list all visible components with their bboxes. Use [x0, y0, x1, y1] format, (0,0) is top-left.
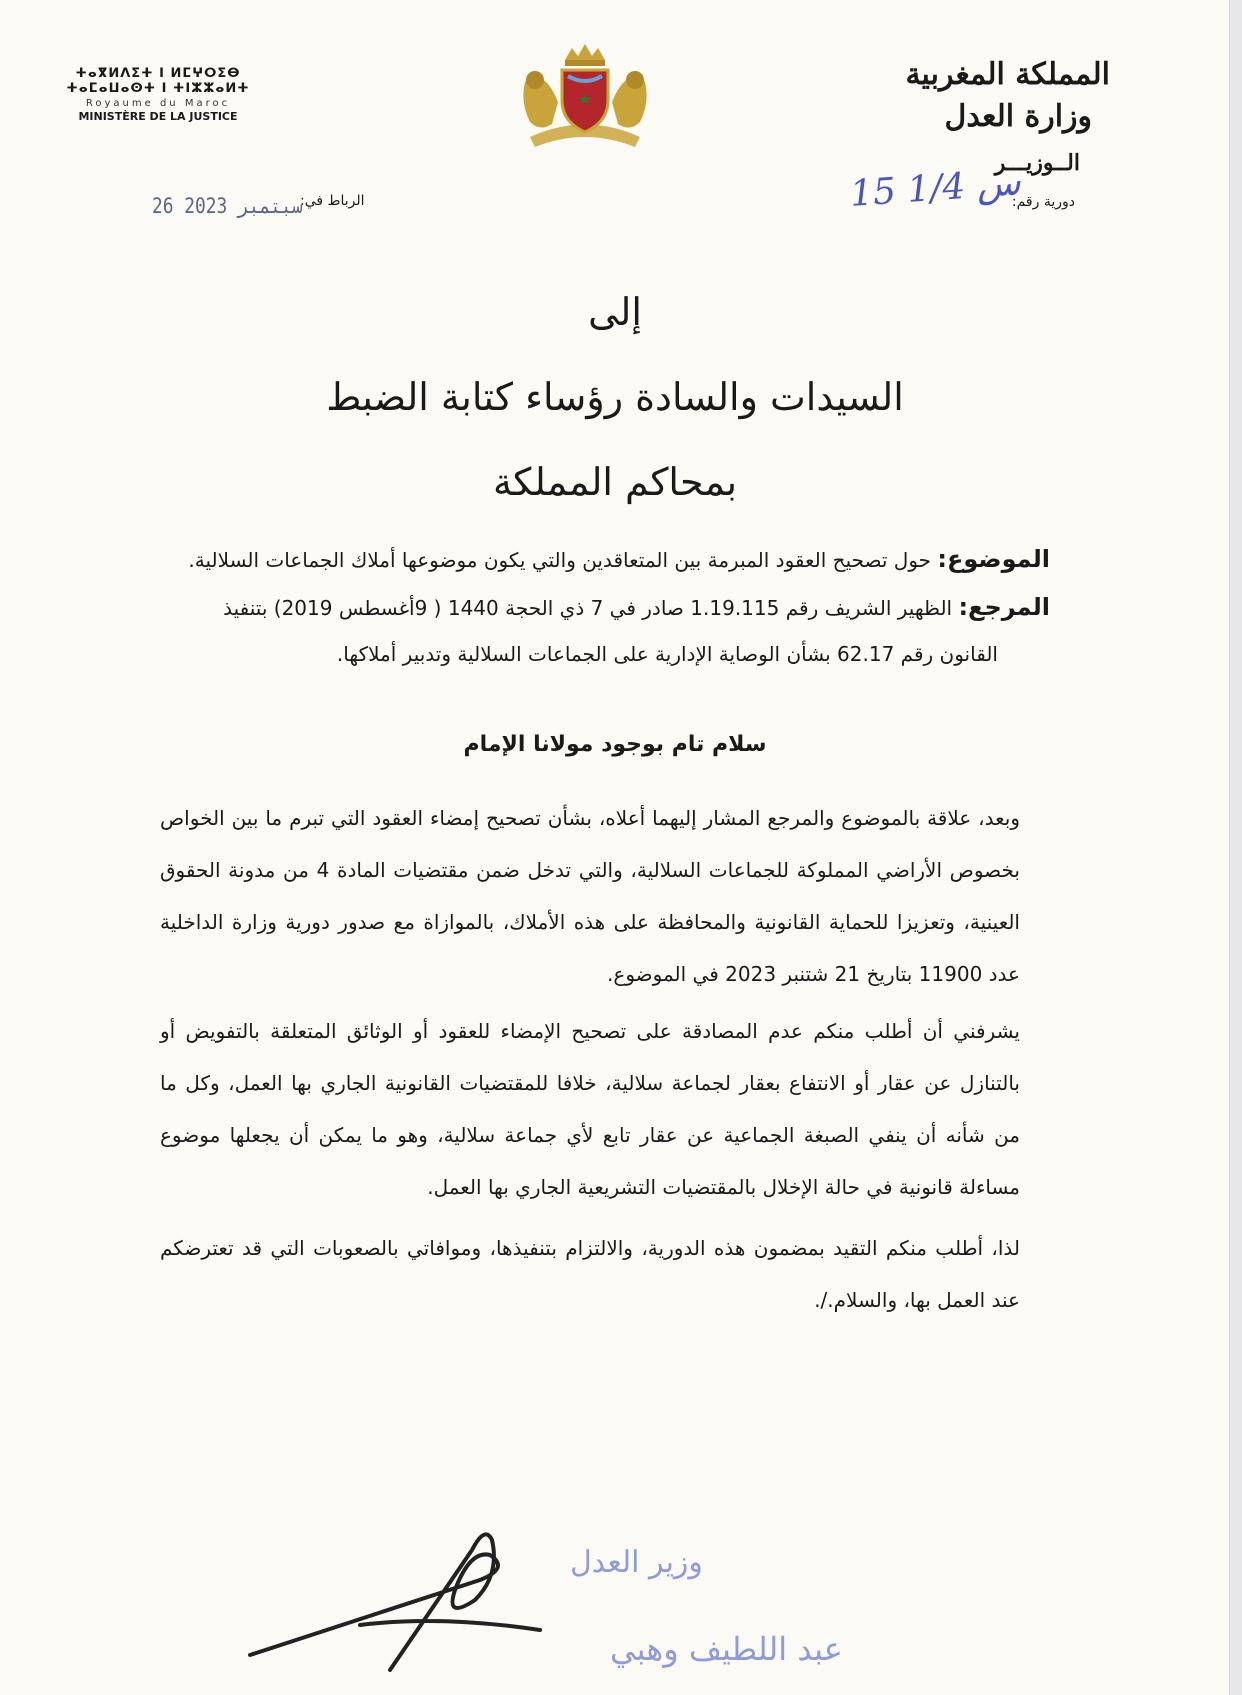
coat-of-arms-icon	[510, 42, 660, 152]
body-paragraph-1: وبعد، علاقة بالموضوع والمرجع المشار إليهما أعلاه، بشأن تصحيح إمضاء العقود التي تبرم ما بين الخواص بخصوص الأراضي المملوكة للجماعات السلالية، والتي تدخل ضمن مقتضيات المادة 4 من مدونة الحقوق العينية، وتعزيزا للحماية القانونية والمحافظة على هذه الأملاك، بالموازاة مع صدور دورية وزارة الداخلية عدد 11900 بتاريخ 21 شتنبر 2023 في الموضوع.	[160, 806, 1021, 986]
minister-title-ar: الــوزيـــر	[994, 150, 1080, 176]
greeting: سلام تام بوجود مولانا الإمام	[463, 732, 767, 757]
ministere-fr: MINISTÈRE DE LA JUSTICE	[78, 110, 238, 123]
tifinagh-line-2: ⵜⴰⵎⴰⵡⴰⵙⵜ ⵏ ⵜⵏⵣⵣⴰⵍⵜ	[66, 81, 250, 96]
signature-name-stamp: عبد اللطيف وهبي	[610, 1630, 843, 1668]
circular-number-label: دورية رقم:	[1011, 194, 1075, 210]
page-edge	[1229, 0, 1242, 1695]
addressee-to: إلى	[588, 290, 642, 334]
signature-block	[240, 1520, 843, 1670]
reference-label: المرجع:	[958, 593, 1050, 621]
date-stamp: 26 سبتمبر 2023	[152, 194, 303, 218]
circular-number-handwritten: 15 س 1/4	[848, 162, 1022, 215]
body-paragraph-3: لذا، أطلب منكم التقيد بمضمون هذه الدورية، والالتزام بتنفيذها، وموافاتي بالصعوبات التي قد تعترضكم عند العمل بها، والسلام./.	[160, 1236, 1020, 1312]
reference-line-2	[168, 640, 998, 668]
reference-line-1	[170, 593, 1050, 622]
subject-label: الموضوع:	[937, 545, 1050, 573]
reference-text-2: القانون رقم 62.17 بشأن الوصاية الإدارية على الجماعات السلالية وتدبير أملاكها.	[336, 642, 998, 666]
royaume-fr: Royaume du Maroc	[85, 98, 231, 109]
tifinagh-line-1: ⵜⴰⴳⵍⴷⵉⵜ ⵏ ⵍⵎⵖⵔⵉⴱ	[75, 66, 241, 81]
kingdom-title-ar: المملكة المغربية	[905, 57, 1110, 92]
rabat-date-label: الرباط في:	[300, 193, 365, 209]
tifinagh-header	[58, 66, 258, 96]
handwritten-signature	[250, 1534, 540, 1670]
addressee-line-2: بمحاكم المملكة	[492, 460, 738, 504]
subject-line	[170, 545, 1050, 574]
body-paragraph-2: يشرفني أن أطلب منكم عدم المصادقة على تصحيح الإمضاء للعقود أو الوثائق المتعلقة بالتفويض أو بالتنازل عن عقار أو الانتفاع بعقار لجماعة سلالية، خلافا للمقتضيات القانونية الجاري بها العمل، وكل ما من شأنه أن ينفي الصبغة الجماعية عن عقار تابع لأي جماعة سلالية، وهو ما يمكن أن يجعلها موضوع مساءلة قانونية في حالة الإخلال بالمقتضيات التشريعية الجاري بها العمل.	[160, 1019, 1020, 1199]
addressee-line-1: السيدات والسادة رؤساء كتابة الضبط	[326, 375, 904, 419]
signature-title-stamp: وزير العدل	[570, 1545, 703, 1580]
subject-text: حول تصحيح العقود المبرمة بين المتعاقدين والتي يكون موضوعها أملاك الجماعات السلالية.	[188, 548, 932, 572]
reference-text-1: الظهير الشريف رقم 1.19.115 صادر في 7 ذي الحجة 1440 ( 9أغسطس 2019) بتنفيذ	[223, 596, 953, 620]
ministry-title-ar: وزارة العدل	[944, 99, 1092, 134]
